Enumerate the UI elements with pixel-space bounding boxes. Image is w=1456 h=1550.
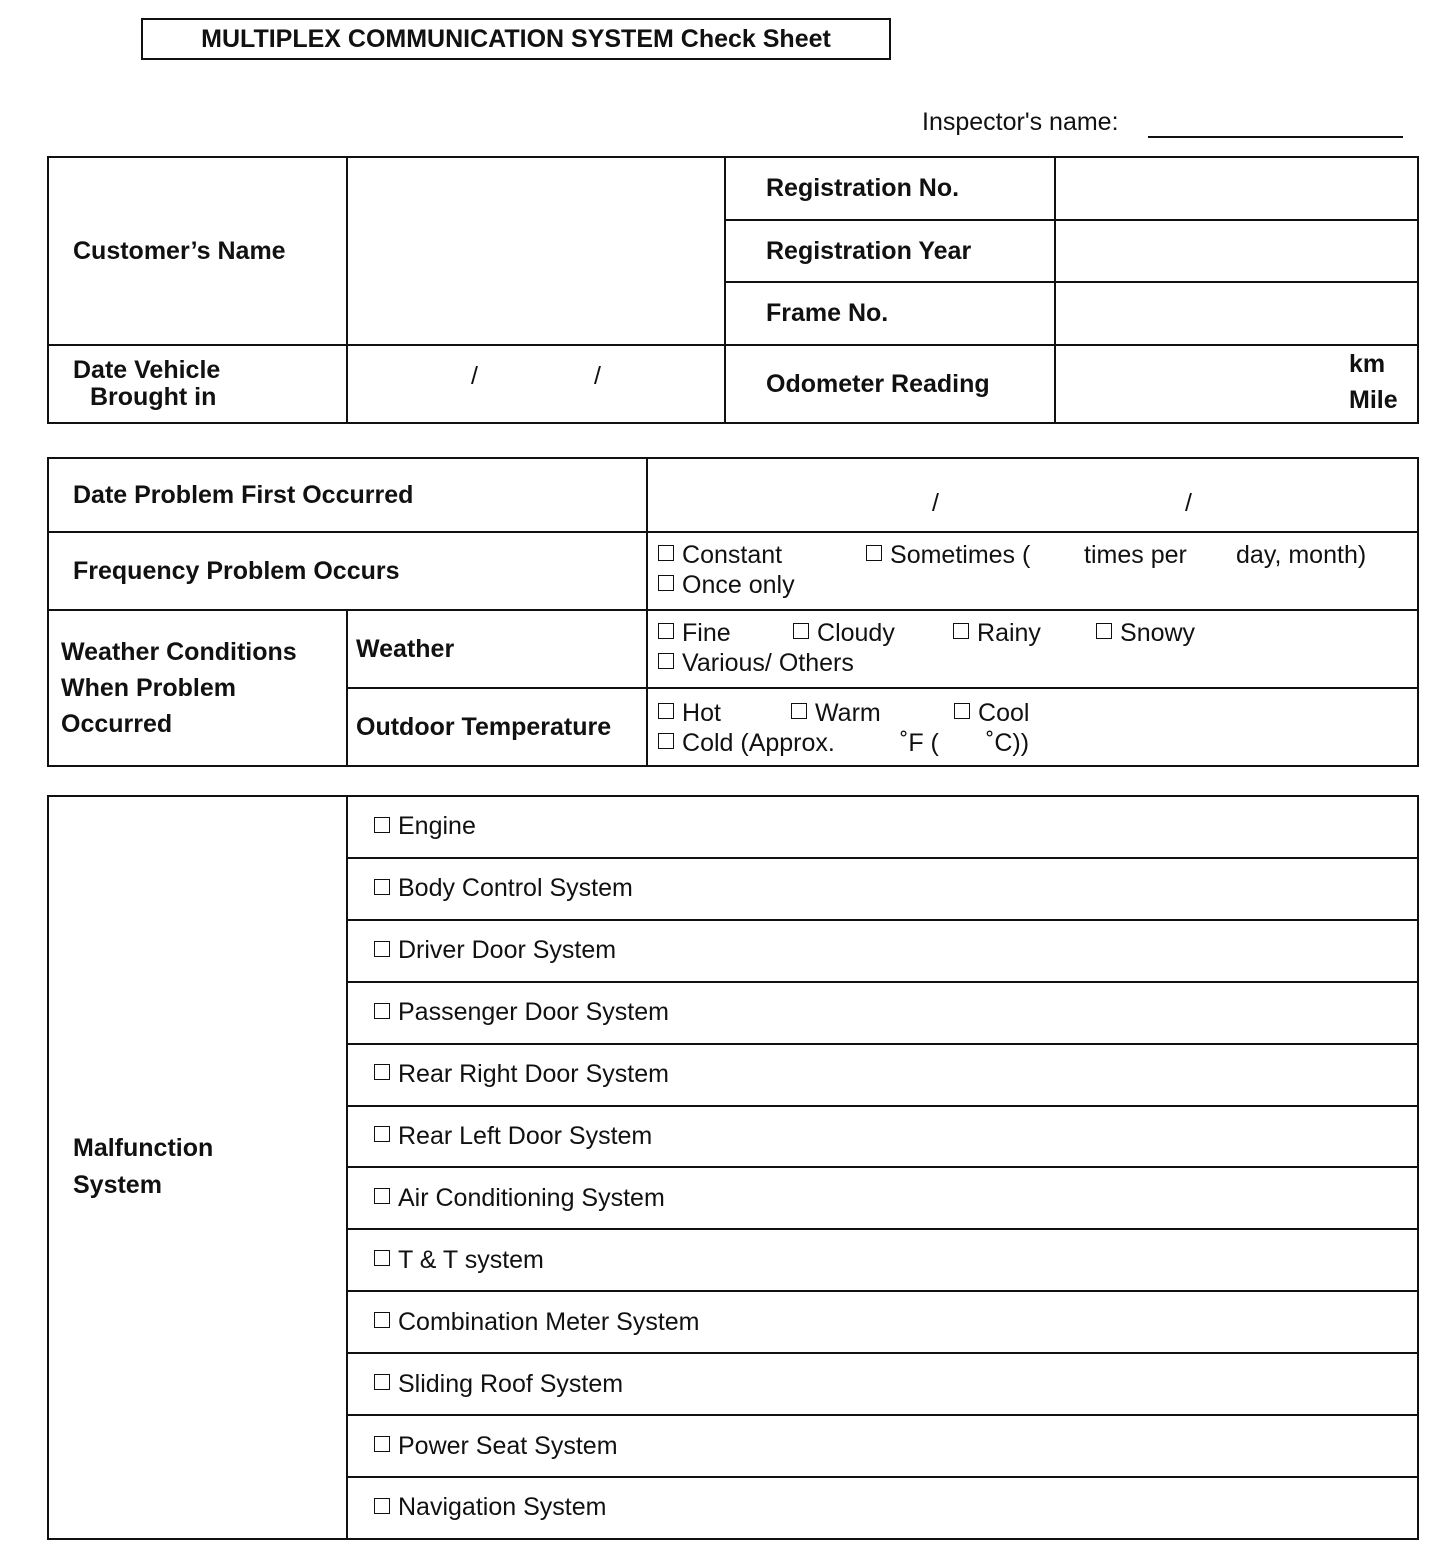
date-first-field[interactable] (647, 458, 1418, 532)
malfunction-option-label: Air Conditioning System (398, 1183, 665, 1212)
malfunction-option-label: Rear Left Door System (398, 1121, 653, 1150)
vehicle-info-table (47, 156, 1419, 424)
degrees-f-text: ˚F ( (900, 729, 939, 757)
date-separator: / (594, 362, 601, 390)
option-warm[interactable]: Warm (791, 699, 881, 728)
conditions-table (47, 457, 1419, 767)
checkbox-icon (374, 817, 390, 833)
option-hot[interactable]: Hot (658, 699, 721, 728)
outdoor-temp-label: Outdoor Temperature (347, 688, 647, 766)
odometer-label: Odometer Reading (725, 345, 1055, 423)
customers-name-field[interactable] (347, 157, 725, 345)
checkbox-icon (658, 575, 674, 591)
option-constant[interactable]: Constant (658, 541, 782, 570)
checkbox-icon (374, 1436, 390, 1452)
checkbox-icon (658, 545, 674, 561)
date-separator: / (932, 489, 939, 517)
malfunction-option-label: Body Control System (398, 874, 633, 903)
malfunction-option[interactable] (347, 1106, 1418, 1168)
checkbox-icon (658, 703, 674, 719)
checkbox-icon (374, 1498, 390, 1514)
checkbox-icon (374, 941, 390, 957)
option-cold[interactable]: Cold (Approx. (658, 729, 835, 758)
checkbox-icon (374, 1003, 390, 1019)
malfunction-option-label: Sliding Roof System (398, 1369, 624, 1398)
checkbox-icon (866, 545, 882, 561)
weather-options (647, 610, 1418, 688)
malfunction-option[interactable] (347, 1044, 1418, 1106)
option-snowy[interactable]: Snowy (1096, 619, 1195, 648)
malfunction-option[interactable] (347, 1415, 1418, 1477)
unit-km: km (1349, 350, 1386, 378)
frame-no-field[interactable] (1055, 282, 1418, 345)
malfunction-option[interactable] (347, 1353, 1418, 1415)
option-rainy[interactable]: Rainy (953, 619, 1041, 648)
weather-group-label: Weather Conditions When Problem Occurred (48, 610, 347, 766)
customers-name-label: Customer’s Name (48, 157, 347, 345)
malfunction-option[interactable] (347, 1229, 1418, 1291)
frequency-options (647, 532, 1418, 610)
checkbox-icon (953, 623, 969, 639)
option-various-others[interactable]: Various/ Others (658, 649, 854, 678)
temperature-options (647, 688, 1418, 766)
checkbox-icon (374, 1250, 390, 1266)
checkbox-icon (954, 703, 970, 719)
checkbox-icon (374, 1188, 390, 1204)
option-sometimes[interactable]: Sometimes ( (866, 541, 1030, 570)
malfunction-option-label: Power Seat System (398, 1431, 618, 1460)
date-vehicle-field[interactable] (347, 345, 725, 423)
malfunction-option[interactable] (347, 920, 1418, 982)
malfunction-row (48, 796, 1418, 858)
option-fine[interactable]: Fine (658, 619, 731, 648)
malfunction-option[interactable] (347, 1167, 1418, 1229)
unit-mile: Mile (1349, 386, 1398, 414)
malfunction-option[interactable] (347, 1477, 1418, 1539)
sheet-title-text: MULTIPLEX COMMUNICATION SYSTEM Check Sheet (201, 24, 831, 53)
date-separator: / (1185, 489, 1192, 517)
malfunction-option[interactable] (347, 796, 1418, 858)
checkbox-icon (374, 1126, 390, 1142)
checkbox-icon (374, 1064, 390, 1080)
checkbox-icon (374, 1312, 390, 1328)
weather-label: Weather (347, 610, 647, 688)
registration-no-field[interactable] (1055, 157, 1418, 220)
registration-year-field[interactable] (1055, 220, 1418, 282)
checkbox-icon (658, 653, 674, 669)
option-cool[interactable]: Cool (954, 699, 1029, 728)
malfunction-option[interactable] (347, 982, 1418, 1044)
registration-year-label: Registration Year (725, 220, 1055, 282)
malfunction-option-label: Navigation System (398, 1493, 607, 1522)
frequency-label: Frequency Problem Occurs (48, 532, 647, 610)
malfunction-option-label: Passenger Door System (398, 998, 669, 1027)
checkbox-icon (793, 623, 809, 639)
checkbox-icon (1096, 623, 1112, 639)
inspector-name-field[interactable] (1148, 136, 1403, 138)
malfunction-option[interactable] (347, 858, 1418, 920)
degrees-c-text: ˚C)) (986, 729, 1030, 757)
malfunction-table (47, 795, 1419, 1540)
inspector-label: Inspector's name: (922, 108, 1119, 136)
day-month-text: day, month) (1236, 541, 1367, 569)
frame-no-label: Frame No. (725, 282, 1055, 345)
registration-no-label: Registration No. (725, 157, 1055, 220)
malfunction-system-label: Malfunction System (48, 796, 347, 1539)
date-vehicle-label: Date Vehicle Brought in (48, 345, 347, 423)
checkbox-icon (658, 623, 674, 639)
times-per-text: times per (1084, 541, 1187, 569)
checkbox-icon (374, 1374, 390, 1390)
malfunction-option-label: Engine (398, 812, 476, 841)
malfunction-option-label: Rear Right Door System (398, 1060, 669, 1089)
sheet-title (141, 18, 891, 60)
date-first-label: Date Problem First Occurred (48, 458, 647, 532)
malfunction-option-label: T & T system (398, 1245, 544, 1274)
checkbox-icon (791, 703, 807, 719)
option-cloudy[interactable]: Cloudy (793, 619, 895, 648)
malfunction-option[interactable] (347, 1291, 1418, 1353)
checkbox-icon (374, 879, 390, 895)
date-separator: / (471, 362, 478, 390)
option-once-only[interactable]: Once only (658, 571, 795, 600)
malfunction-option-label: Combination Meter System (398, 1307, 700, 1336)
checkbox-icon (658, 733, 674, 749)
odometer-field[interactable] (1055, 345, 1418, 423)
malfunction-option-label: Driver Door System (398, 936, 617, 965)
